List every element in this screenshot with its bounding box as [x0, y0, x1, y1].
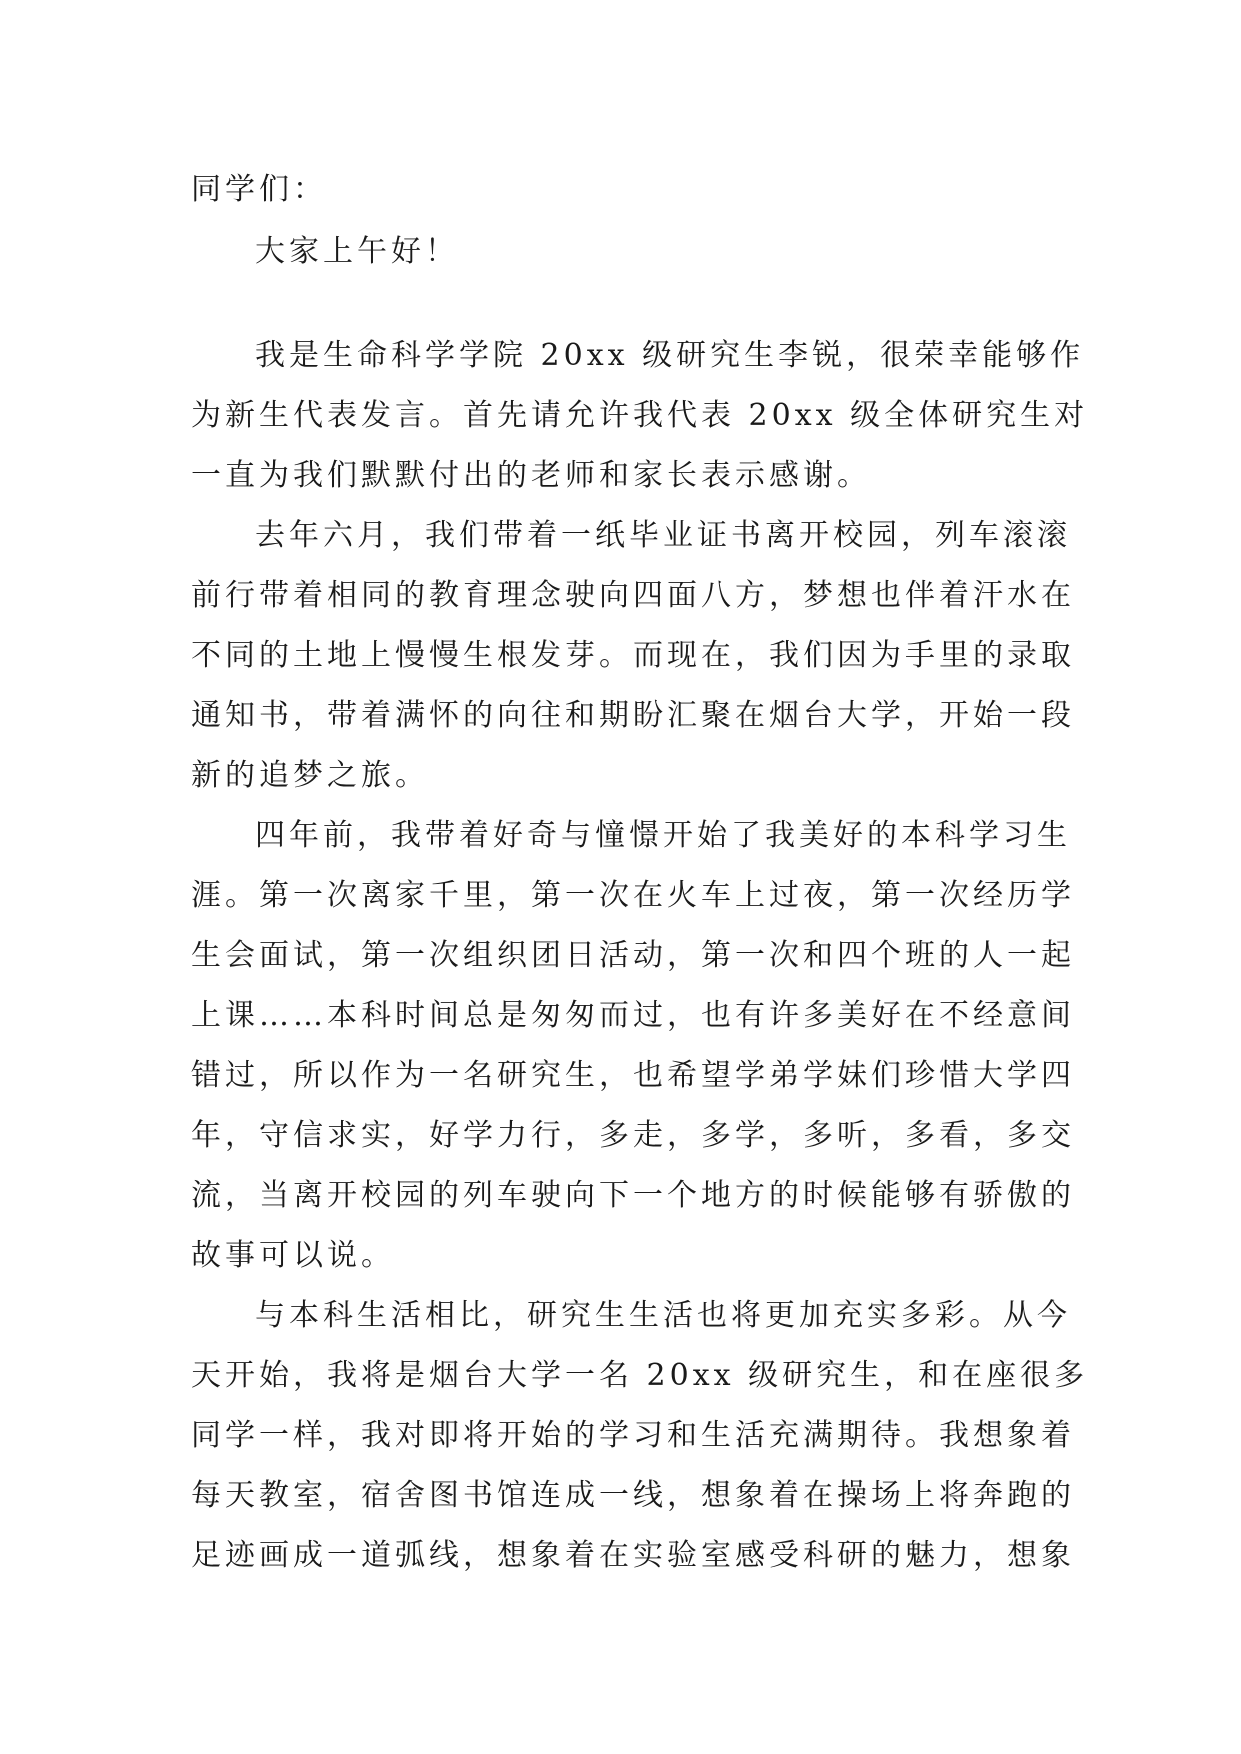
paragraph-line: 四年前，我带着好奇与憧憬开始了我美好的本科学习生 — [255, 818, 1071, 853]
paragraph-line: 流，当离开校园的列车驶向下一个地方的时候能够有骄傲的 — [191, 1178, 1075, 1213]
salutation: 同学们： — [191, 172, 327, 207]
paragraph-3 — [191, 806, 1075, 1286]
paragraph-2 — [191, 506, 1075, 806]
paragraph-line: 足迹画成一道弧线，想象着在实验室感受科研的魅力，想象 — [191, 1538, 1075, 1573]
paragraph-line: 生会面试，第一次组织团日活动，第一次和四个班的人一起 — [191, 938, 1075, 973]
paragraph-line: 一直为我们默默付出的老师和家长表示感谢。 — [191, 458, 871, 493]
paragraph-line: 为新生代表发言。首先请允许我代表 20xx 级全体研究生对 — [191, 398, 1089, 433]
paragraph-line: 每天教室，宿舍图书馆连成一线，想象着在操场上将奔跑的 — [191, 1478, 1075, 1513]
paragraph-line: 新的追梦之旅。 — [191, 758, 429, 793]
paragraph-line: 通知书，带着满怀的向往和期盼汇聚在烟台大学，开始一段 — [191, 698, 1075, 733]
paragraph-line: 故事可以说。 — [191, 1238, 395, 1273]
paragraph-line: 天开始，我将是烟台大学一名 20xx 级研究生，和在座很多 — [191, 1358, 1089, 1393]
paragraph-line: 我是生命科学学院 20xx 级研究生李锐，很荣幸能够作 — [255, 338, 1085, 373]
paragraph-line: 去年六月，我们带着一纸毕业证书离开校园，列车滚滚 — [255, 518, 1071, 553]
paragraph-line: 同学一样，我对即将开始的学习和生活充满期待。我想象着 — [191, 1418, 1075, 1453]
paragraph-line: 前行带着相同的教育理念驶向四面八方，梦想也伴着汗水在 — [191, 578, 1075, 613]
paragraph-1 — [191, 326, 1089, 506]
paragraph-line: 与本科生活相比，研究生生活也将更加充实多彩。从今 — [255, 1298, 1071, 1333]
paragraph-line: 上课……本科时间总是匆匆而过，也有许多美好在不经意间 — [191, 998, 1075, 1033]
paragraph-line: 年，守信求实，好学力行，多走，多学，多听，多看，多交 — [191, 1118, 1075, 1153]
greeting-line: 大家上午好！ — [255, 234, 459, 269]
paragraph-line: 错过，所以作为一名研究生，也希望学弟学妹们珍惜大学四 — [191, 1058, 1075, 1093]
speech-body — [191, 160, 1089, 1586]
paragraph-line: 涯。第一次离家千里，第一次在火车上过夜，第一次经历学 — [191, 878, 1075, 913]
paragraph-line: 不同的土地上慢慢生根发芽。而现在，我们因为手里的录取 — [191, 638, 1075, 673]
paragraph-4 — [191, 1286, 1089, 1586]
